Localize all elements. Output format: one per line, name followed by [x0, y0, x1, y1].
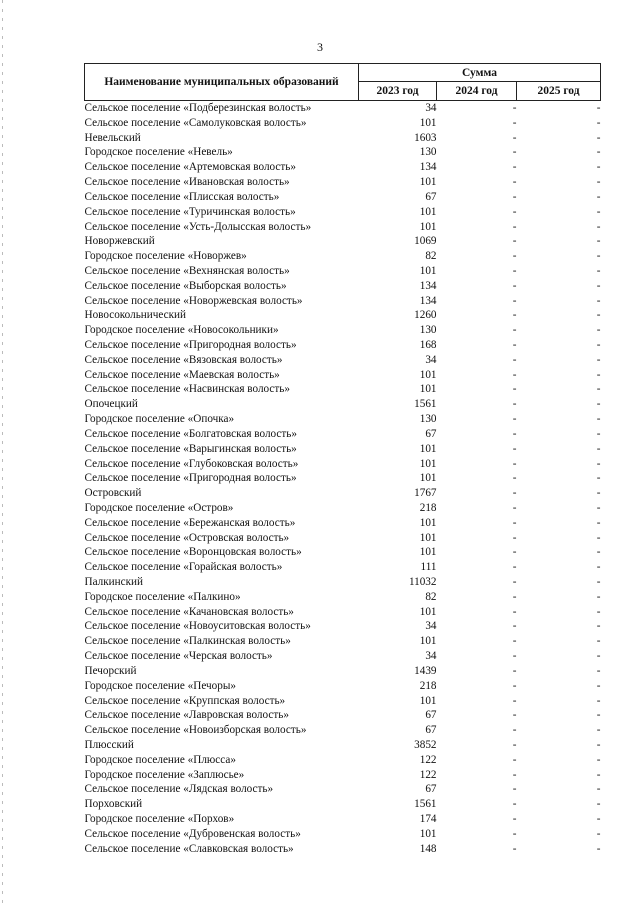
- value-2024: -: [512, 457, 517, 470]
- value-2024: -: [512, 324, 517, 337]
- municipality-name: Городское поселение «Опочка»: [84, 413, 235, 426]
- table-row: [85, 220, 601, 235]
- table-row: [85, 264, 601, 279]
- value-2024: -: [512, 220, 517, 233]
- value-2023: 101: [419, 635, 437, 648]
- table-row: [85, 590, 601, 605]
- value-2023: 101: [419, 516, 437, 529]
- table-row: [85, 190, 601, 205]
- table-row: [85, 279, 601, 294]
- value-2025: -: [596, 768, 601, 781]
- table-row: [85, 545, 601, 560]
- value-2024: -: [512, 235, 517, 248]
- value-2024: -: [512, 339, 517, 351]
- table-row: [85, 812, 601, 827]
- value-2025: -: [596, 664, 601, 677]
- value-2025: -: [596, 650, 601, 663]
- value-2025: -: [596, 442, 601, 455]
- value-2023: 11032: [408, 576, 437, 588]
- municipality-name: Сельское поселение «Плисская волость»: [84, 190, 280, 203]
- municipality-name: Новоржевский: [84, 235, 155, 248]
- value-2023: 1561: [414, 798, 437, 811]
- table-row: [85, 131, 601, 146]
- value-2025: -: [596, 102, 601, 114]
- municipality-name: Невельский: [84, 131, 141, 144]
- value-2024: -: [512, 842, 517, 855]
- value-2023: 1069: [414, 235, 437, 248]
- value-2024: -: [512, 605, 517, 618]
- municipality-name: Новосокольнический: [84, 309, 187, 322]
- value-2024: -: [512, 146, 517, 159]
- municipality-name: Сельское поселение «Усть-Долысская волость»: [84, 220, 312, 233]
- value-2023: 101: [419, 264, 437, 277]
- table-row: [85, 634, 601, 649]
- header-year-2023: 2023 год: [359, 82, 437, 101]
- table-row: [85, 768, 601, 783]
- value-2023: 82: [425, 250, 437, 263]
- value-2024: -: [512, 694, 517, 707]
- table-row: [85, 457, 601, 472]
- value-2023: 101: [419, 383, 437, 396]
- municipality-name: Городское поселение «Остров»: [84, 501, 234, 514]
- table-row: [85, 708, 601, 723]
- value-2024: -: [512, 279, 517, 292]
- value-2025: -: [596, 813, 601, 825]
- municipality-name: Сельское поселение «Славковская волость»: [84, 842, 294, 855]
- value-2024: -: [512, 664, 517, 677]
- value-2024: -: [512, 353, 517, 366]
- value-2023: 101: [419, 457, 437, 470]
- table-row: [85, 205, 601, 220]
- table-row: [85, 412, 601, 427]
- table-row: [85, 619, 601, 634]
- table-row: [85, 368, 601, 383]
- value-2024: -: [512, 827, 517, 840]
- value-2023: 82: [425, 590, 437, 603]
- value-2025: -: [596, 753, 601, 766]
- value-2024: -: [512, 576, 517, 588]
- municipality-name: Городское поселение «Порхов»: [84, 813, 235, 825]
- value-2025: -: [596, 264, 601, 277]
- value-2023: 130: [419, 324, 437, 337]
- value-2025: -: [596, 842, 601, 855]
- municipality-name: Сельское поселение «Выборская волость»: [84, 279, 287, 292]
- table-row: [85, 738, 601, 753]
- municipality-name: Сельское поселение «Лавровская волость»: [84, 709, 289, 722]
- value-2023: 218: [419, 501, 437, 514]
- municipality-name: Городское поселение «Палкино»: [84, 590, 241, 603]
- value-2024: -: [512, 501, 517, 514]
- table-row: [85, 175, 601, 190]
- table-row: [85, 516, 601, 531]
- value-2025: -: [596, 516, 601, 529]
- value-2024: -: [512, 487, 517, 500]
- table-body: [85, 101, 601, 857]
- value-2024: -: [512, 738, 517, 751]
- value-2024: -: [512, 546, 517, 559]
- table-row: [85, 308, 601, 323]
- value-2025: -: [596, 590, 601, 603]
- municipality-name: Сельское поселение «Вехнянская волость»: [84, 264, 290, 277]
- municipality-name: Городское поселение «Заплюсье»: [84, 768, 245, 781]
- value-2024: -: [512, 116, 517, 129]
- table-row: [85, 575, 601, 590]
- municipality-name: Сельское поселение «Палкинская волость»: [84, 635, 291, 648]
- value-2025: -: [596, 501, 601, 514]
- value-2023: 148: [419, 842, 437, 855]
- value-2023: 67: [425, 724, 437, 737]
- value-2025: -: [596, 576, 601, 588]
- value-2025: -: [596, 620, 601, 633]
- value-2025: -: [596, 709, 601, 722]
- value-2025: -: [596, 220, 601, 233]
- value-2023: 1767: [414, 487, 437, 500]
- table-row: [85, 382, 601, 397]
- municipality-name: Порховский: [84, 798, 143, 811]
- table-row: [85, 723, 601, 738]
- table-row: [85, 338, 601, 353]
- table-row: [85, 694, 601, 709]
- municipality-name: Сельское поселение «Туричинская волость»: [84, 205, 296, 218]
- value-2023: 34: [425, 353, 437, 366]
- municipality-name: Сельское поселение «Артемовская волость»: [84, 161, 296, 174]
- value-2023: 101: [419, 694, 437, 707]
- value-2023: 34: [425, 650, 437, 663]
- table-row: [85, 486, 601, 501]
- value-2024: -: [512, 264, 517, 277]
- value-2024: -: [512, 205, 517, 218]
- table-row: [85, 471, 601, 486]
- value-2025: -: [596, 531, 601, 544]
- value-2024: -: [512, 250, 517, 263]
- municipality-name: Сельское поселение «Ивановская волость»: [84, 176, 290, 189]
- value-2024: -: [512, 753, 517, 766]
- value-2025: -: [596, 472, 601, 485]
- municipality-name: Сельское поселение «Подберезинская волость»: [84, 102, 312, 114]
- table-row: [85, 797, 601, 812]
- value-2023: 101: [419, 531, 437, 544]
- value-2025: -: [596, 635, 601, 648]
- table-row: [85, 782, 601, 797]
- municipality-name: Сельское поселение «Самолуковская волость»: [84, 116, 307, 129]
- municipality-name: Палкинский: [84, 576, 144, 588]
- value-2024: -: [512, 294, 517, 307]
- value-2025: -: [596, 353, 601, 366]
- municipality-name: Плюсский: [84, 738, 134, 751]
- municipality-name: Сельское поселение «Маевская волость»: [84, 368, 280, 381]
- municipality-name: Городское поселение «Печоры»: [84, 679, 236, 692]
- value-2023: 130: [419, 413, 437, 426]
- value-2024: -: [512, 442, 517, 455]
- municipality-name: Сельское поселение «Качановская волость»: [84, 605, 294, 618]
- value-2023: 122: [419, 753, 437, 766]
- value-2024: -: [512, 383, 517, 396]
- value-2023: 1561: [414, 398, 437, 411]
- value-2023: 134: [419, 161, 437, 174]
- value-2024: -: [512, 176, 517, 189]
- value-2025: -: [596, 783, 601, 796]
- municipality-name: Сельское поселение «Лядская волость»: [84, 783, 274, 796]
- value-2025: -: [596, 294, 601, 307]
- municipality-name: Сельское поселение «Черская волость»: [84, 650, 273, 663]
- value-2024: -: [512, 516, 517, 529]
- municipality-name: Сельское поселение «Круппская волость»: [84, 694, 286, 707]
- value-2025: -: [596, 383, 601, 396]
- value-2024: -: [512, 768, 517, 781]
- value-2024: -: [512, 724, 517, 737]
- municipality-name: Городское поселение «Плюсса»: [84, 753, 236, 766]
- table-row: [85, 249, 601, 264]
- value-2023: 218: [419, 679, 437, 692]
- table-row: [85, 234, 601, 249]
- table-row: [85, 323, 601, 338]
- value-2025: -: [596, 487, 601, 500]
- value-2023: 111: [420, 561, 437, 574]
- municipality-name: Сельское поселение «Воронцовская волость»: [84, 546, 302, 559]
- header-year-2024: 2024 год: [437, 82, 517, 101]
- value-2025: -: [596, 827, 601, 840]
- value-2023: 34: [425, 620, 437, 633]
- value-2024: -: [512, 798, 517, 811]
- municipality-name: Печорский: [84, 664, 137, 677]
- table-row: [85, 531, 601, 546]
- value-2025: -: [596, 339, 601, 351]
- value-2023: 101: [419, 472, 437, 485]
- municipality-name: Сельское поселение «Новоржевская волость»: [84, 294, 303, 307]
- value-2024: -: [512, 472, 517, 485]
- table-row: [85, 501, 601, 516]
- value-2025: -: [596, 324, 601, 337]
- table-row: [85, 294, 601, 309]
- value-2025: -: [596, 694, 601, 707]
- value-2024: -: [512, 561, 517, 574]
- value-2025: -: [596, 176, 601, 189]
- table-row: [85, 442, 601, 457]
- header-municipality: Наименование муниципальных образований: [85, 64, 359, 101]
- value-2025: -: [596, 413, 601, 426]
- value-2025: -: [596, 116, 601, 129]
- value-2023: 67: [425, 190, 437, 203]
- value-2024: -: [512, 590, 517, 603]
- value-2025: -: [596, 738, 601, 751]
- value-2024: -: [512, 309, 517, 322]
- value-2025: -: [596, 279, 601, 292]
- value-2025: -: [596, 190, 601, 203]
- table-row: [85, 116, 601, 131]
- municipality-name: Опочецкий: [84, 398, 138, 411]
- value-2023: 168: [419, 339, 437, 351]
- value-2024: -: [512, 131, 517, 144]
- municipality-name: Городское поселение «Невель»: [84, 146, 233, 159]
- value-2023: 174: [419, 813, 437, 825]
- municipality-name: Городское поселение «Новосокольники»: [84, 324, 279, 337]
- table-row: [85, 160, 601, 175]
- table-row: [85, 605, 601, 620]
- table-row: [85, 679, 601, 694]
- value-2024: -: [512, 635, 517, 648]
- value-2023: 134: [419, 294, 437, 307]
- value-2023: 1439: [414, 664, 437, 677]
- table-row: [85, 664, 601, 679]
- value-2023: 1603: [414, 131, 437, 144]
- value-2025: -: [596, 368, 601, 381]
- value-2023: 101: [419, 605, 437, 618]
- value-2025: -: [596, 427, 601, 440]
- municipality-name: Сельское поселение «Пригородная волость»: [84, 472, 297, 485]
- value-2025: -: [596, 250, 601, 263]
- value-2023: 101: [419, 176, 437, 189]
- table-row: [85, 753, 601, 768]
- value-2025: -: [596, 309, 601, 322]
- municipality-name: Сельское поселение «Варыгинская волость»: [84, 442, 297, 455]
- municipality-name: Городское поселение «Новоржев»: [84, 250, 247, 263]
- budget-table: [84, 63, 601, 856]
- municipality-name: Сельское поселение «Дубровенская волость»: [84, 827, 301, 840]
- value-2024: -: [512, 620, 517, 633]
- value-2024: -: [512, 783, 517, 796]
- value-2023: 130: [419, 146, 437, 159]
- value-2023: 67: [425, 709, 437, 722]
- value-2025: -: [596, 546, 601, 559]
- municipality-name: Сельское поселение «Новоуситовская волость»: [84, 620, 311, 633]
- municipality-name: Сельское поселение «Островская волость»: [84, 531, 290, 544]
- value-2025: -: [596, 457, 601, 470]
- header-year-2025: 2025 год: [517, 82, 601, 101]
- value-2024: -: [512, 813, 517, 825]
- municipality-name: Сельское поселение «Насвинская волость»: [84, 383, 290, 396]
- municipality-name: Сельское поселение «Горайская волость»: [84, 561, 283, 574]
- municipality-name: Сельское поселение «Бережанская волость»: [84, 516, 296, 529]
- value-2024: -: [512, 427, 517, 440]
- value-2024: -: [512, 679, 517, 692]
- table-row: [85, 101, 601, 116]
- value-2024: -: [512, 102, 517, 114]
- table-row: [85, 145, 601, 160]
- value-2025: -: [596, 235, 601, 248]
- value-2023: 122: [419, 768, 437, 781]
- value-2024: -: [512, 650, 517, 663]
- table-row: [85, 842, 601, 857]
- municipality-name: Сельское поселение «Пригородная волость»: [84, 339, 297, 351]
- value-2023: 67: [425, 783, 437, 796]
- value-2025: -: [596, 679, 601, 692]
- value-2024: -: [512, 709, 517, 722]
- value-2023: 101: [419, 827, 437, 840]
- value-2023: 101: [419, 368, 437, 381]
- value-2023: 3852: [414, 738, 437, 751]
- value-2023: 101: [419, 205, 437, 218]
- value-2023: 34: [425, 102, 437, 114]
- value-2025: -: [596, 398, 601, 411]
- municipality-name: Сельское поселение «Болгатовская волость»: [84, 427, 297, 440]
- municipality-name: Сельское поселение «Глубоковская волость»: [84, 457, 299, 470]
- value-2025: -: [596, 798, 601, 811]
- value-2023: 101: [419, 116, 437, 129]
- page-number: 3: [317, 40, 323, 54]
- value-2024: -: [512, 398, 517, 411]
- municipality-name: Сельское поселение «Новоизборская волость»: [84, 724, 307, 737]
- value-2025: -: [596, 205, 601, 218]
- value-2024: -: [512, 531, 517, 544]
- value-2023: 67: [425, 427, 437, 440]
- value-2024: -: [512, 413, 517, 426]
- municipality-name: Сельское поселение «Вязовская волость»: [84, 353, 283, 366]
- table-row: [85, 560, 601, 575]
- value-2025: -: [596, 561, 601, 574]
- value-2023: 101: [419, 220, 437, 233]
- table-row: [85, 353, 601, 368]
- value-2023: 1260: [414, 309, 437, 322]
- table-row: [85, 427, 601, 442]
- table-row: [85, 827, 601, 842]
- scan-edge: [2, 0, 3, 905]
- value-2025: -: [596, 605, 601, 618]
- value-2024: -: [512, 368, 517, 381]
- table-row: [85, 397, 601, 412]
- value-2023: 134: [419, 279, 437, 292]
- value-2025: -: [596, 161, 601, 174]
- value-2025: -: [596, 146, 601, 159]
- value-2024: -: [512, 161, 517, 174]
- value-2023: 101: [419, 442, 437, 455]
- value-2025: -: [596, 724, 601, 737]
- header-sum: Сумма: [359, 64, 601, 82]
- value-2024: -: [512, 190, 517, 203]
- value-2023: 101: [419, 546, 437, 559]
- value-2025: -: [596, 131, 601, 144]
- municipality-name: Островский: [84, 487, 142, 500]
- table-row: [85, 649, 601, 664]
